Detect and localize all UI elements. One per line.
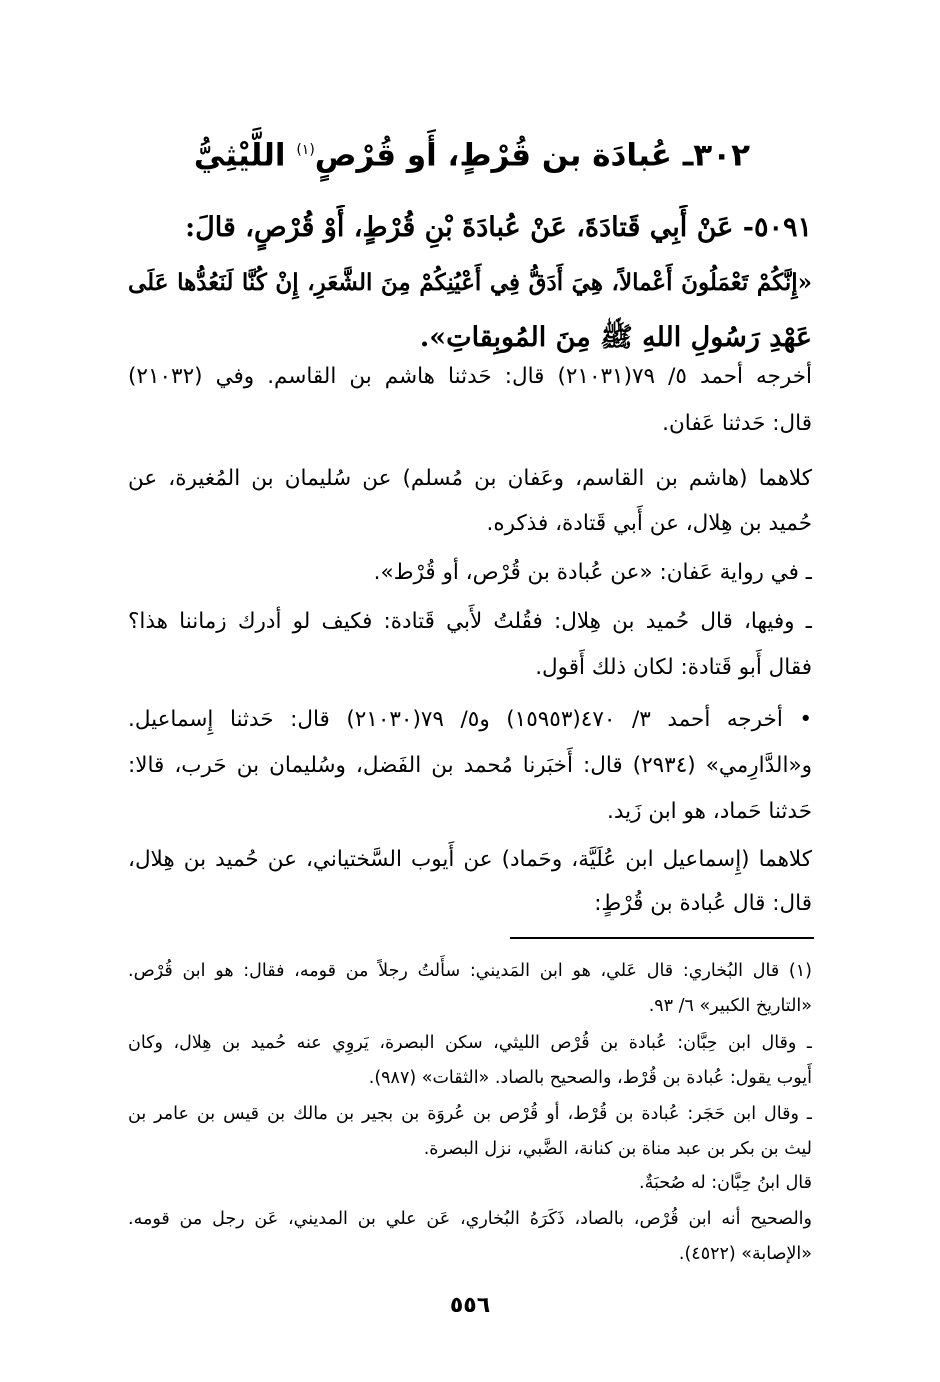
takhrij-line: أخرجه أحمد ٥/ ٧٩(٢١٠٣١) قال: حَدثنا هاشم بن القاسم. وفي (٢١٠٣٢) [128, 364, 812, 389]
takhrij-line: فقال أَبو قَتادة: لكان ذلك أَقول. [535, 655, 812, 680]
footnote-marker: (١) [296, 142, 315, 158]
chapter-title-suffix: اللَّيْثِيُّ [193, 137, 297, 174]
takhrij-line: حَدثنا حَماد، هو ابن زَيد. [607, 799, 812, 824]
takhrij-line: قال: حَدثنا عَفان. [662, 411, 812, 436]
footnote-line: (١) قال البُخاري: قال عَلي، هو ابن المَديني: سأَلتُ رجلاً من قومه، فقال: هو ابن قُرْص. [128, 961, 812, 981]
takhrij-line: ـ في رواية عَفان: «عن عُبادة بن قُرْص، أو قُرْط». [373, 560, 812, 585]
takhrij-line: • أخرجه أحمد ٣/ ٤٧٠(١٥٩٥٣) و٥/ ٧٩(٢١٠٣٠) قال: حَدثنا إِسماعيل. [128, 707, 812, 732]
takhrij-line: كلاهما (إِسماعيل ابن عُلَيَّة، وحَماد) عن أَيوب السَّختياني، عن حُميد بن هِلال، [128, 847, 812, 872]
footnote-line: ـ وقال ابن حَجَر: عُبادة بن قُرْط، أو قُرْص بن عُروَة بن بجير بن مالك بن قيس بن عامر بن [128, 1104, 812, 1124]
footnote-line: والصحيح أنه ابن قُرْص، بالصاد، ذَكَرَهُ البُخاري، عَن علي بن المديني، عَن رجل من قومه. [128, 1209, 812, 1229]
footnote-line: «الإصابة» (٤٥٢٢). [678, 1244, 812, 1264]
footnote-line: ـ وقال ابن حِبَّان: عُبادة بن قُرْص الليثي، سكن البصرة، يَروِي عنه حُميد بن هِلال، وكان [128, 1033, 812, 1053]
takhrij-line: كلاهما (هاشم بن القاسم، وعَفان بن مُسلم) عن سُليمان بن المُغيرة، عن [128, 466, 812, 491]
hadith-line: عَهْدِ رَسُولِ اللهِ ﷺ مِنَ المُوبِقاتِ». [419, 322, 812, 353]
takhrij-line: ـ وفيها، قال حُميد بن هِلال: فقُلتُ لأَبي قَتادة: فكيف لو أدرك زماننا هذا؟ [128, 609, 812, 634]
page-number: ٥٥٦ [449, 1293, 491, 1318]
footnote-divider [510, 937, 814, 939]
footnote-line: قال ابنُ حِبَّان: له صُحبَةٌ. [639, 1173, 812, 1193]
takhrij-line: حُميد بن هِلال، عن أَبي قَتادة، فذكره. [486, 511, 812, 536]
footnote-line: «التاريخ الكبير» ٦/ ٩٣. [648, 996, 812, 1016]
takhrij-line: و«الدَّارِمي» (٢٩٣٤) قال: أَخبَرنا مُحمد بن الفَضل، وسُليمان بن حَرب، قالا: [128, 753, 812, 778]
footnote-line: ليث بن بكر بن عبد مناة بن كنانة، الضَّبي، نزل البصرة. [423, 1139, 812, 1159]
chapter-title [130, 128, 814, 177]
takhrij-line: قال: قال عُبادة بن قُرْطٍ: [594, 891, 812, 916]
hadith-line: «إِنَّكُمْ تَعْمَلُونَ أَعْمالاً، هِيَ أَدَقُّ فِي أَعْيُنِكُمْ مِنَ الشَّعَرِ، إِنْ كُنَّا لَنَعُدُّها عَلَى [128, 269, 812, 296]
chapter-title-text: ٣٠٢ـ عُبادَة بن قُرْطٍ، أَو قُرْصٍ [314, 137, 751, 174]
hadith-line: ٥٠٩١- عَنْ أَبِي قَتادَةَ، عَنْ عُبادَةَ بْنِ قُرْطٍ، أَوْ قُرْصٍ، قالَ: [185, 212, 812, 243]
footnote-line: أَيوب يقول: عُبادة بن قُرْط، والصحيح بالصاد. «الثقات» (٩٨٧). [368, 1068, 812, 1088]
